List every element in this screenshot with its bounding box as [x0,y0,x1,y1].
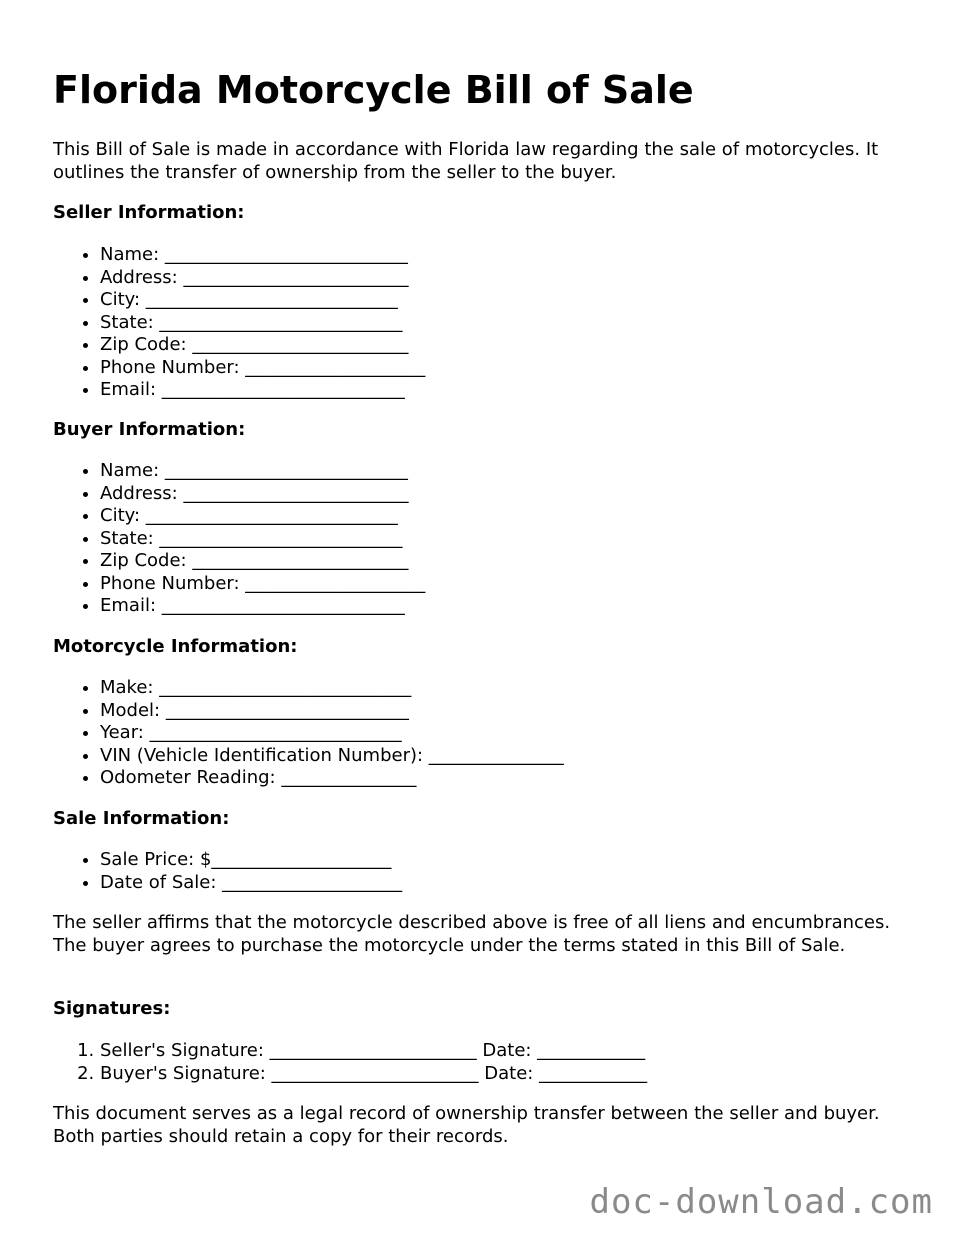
seller-address-field: • Address: _________________________ [100,267,913,290]
page-title: Florida Motorcycle Bill of Sale [53,68,694,112]
closing-paragraph: This document serves as a legal record of ownership transfer between the seller and buyer. Both parties should retain a copy for their records. [53,1103,880,1147]
buyer-heading: Buyer Information: [53,419,246,440]
buyer-name-field: • Name: ___________________________ [100,460,913,483]
sale-field-list [53,849,913,894]
affirmation-paragraph: The seller affirms that the motorcycle described above is free of all liens and encumbrances. The buyer agrees to purchase the motorcycle under the terms stated in this Bill of Sale. [53,912,891,956]
sale-price-field: • Sale Price: $____________________ [100,849,913,872]
motorcycle-heading: Motorcycle Information: [53,636,298,657]
seller-state-field: • State: ___________________________ [100,312,913,335]
motorcycle-year-field: • Year: ____________________________ [100,722,913,745]
motorcycle-field-list [53,677,913,790]
buyer-state-field: • State: ___________________________ [100,528,913,551]
buyer-address-field: • Address: _________________________ [100,483,913,506]
seller-city-field: • City: ____________________________ [100,289,913,312]
buyer-email-field: • Email: ___________________________ [100,595,913,618]
seller-name-field: • Name: ___________________________ [100,244,913,267]
signature-list [53,1040,913,1085]
buyer-zip-field: • Zip Code: ________________________ [100,550,913,573]
motorcycle-vin-field: • VIN (Vehicle Identification Number): _______________ [100,745,913,768]
seller-phone-field: • Phone Number: ____________________ [100,357,913,380]
buyer-city-field: • City: ____________________________ [100,505,913,528]
motorcycle-odometer-field: • Odometer Reading: _______________ [100,767,913,790]
seller-heading: Seller Information: [53,202,245,223]
buyer-signature-line: 2. Buyer's Signature: _______________________ Date: ____________ [100,1063,913,1086]
seller-zip-field: • Zip Code: ________________________ [100,334,913,357]
buyer-phone-field: • Phone Number: ____________________ [100,573,913,596]
motorcycle-model-field: • Model: ___________________________ [100,700,913,723]
seller-signature-line: 1. Seller's Signature: _______________________ Date: ____________ [100,1040,913,1063]
intro-paragraph: This Bill of Sale is made in accordance with Florida law regarding the sale of motorcycles. It outlines the transfer of ownership from the seller to the buyer. [53,139,879,183]
sale-heading: Sale Information: [53,808,230,829]
buyer-field-list [53,460,913,618]
watermark-text: doc-download.com [589,1182,933,1222]
seller-field-list [53,244,913,402]
motorcycle-make-field: • Make: ____________________________ [100,677,913,700]
seller-email-field: • Email: ___________________________ [100,379,913,402]
signatures-heading: Signatures: [53,998,171,1019]
sale-date-field: • Date of Sale: ____________________ [100,872,913,895]
